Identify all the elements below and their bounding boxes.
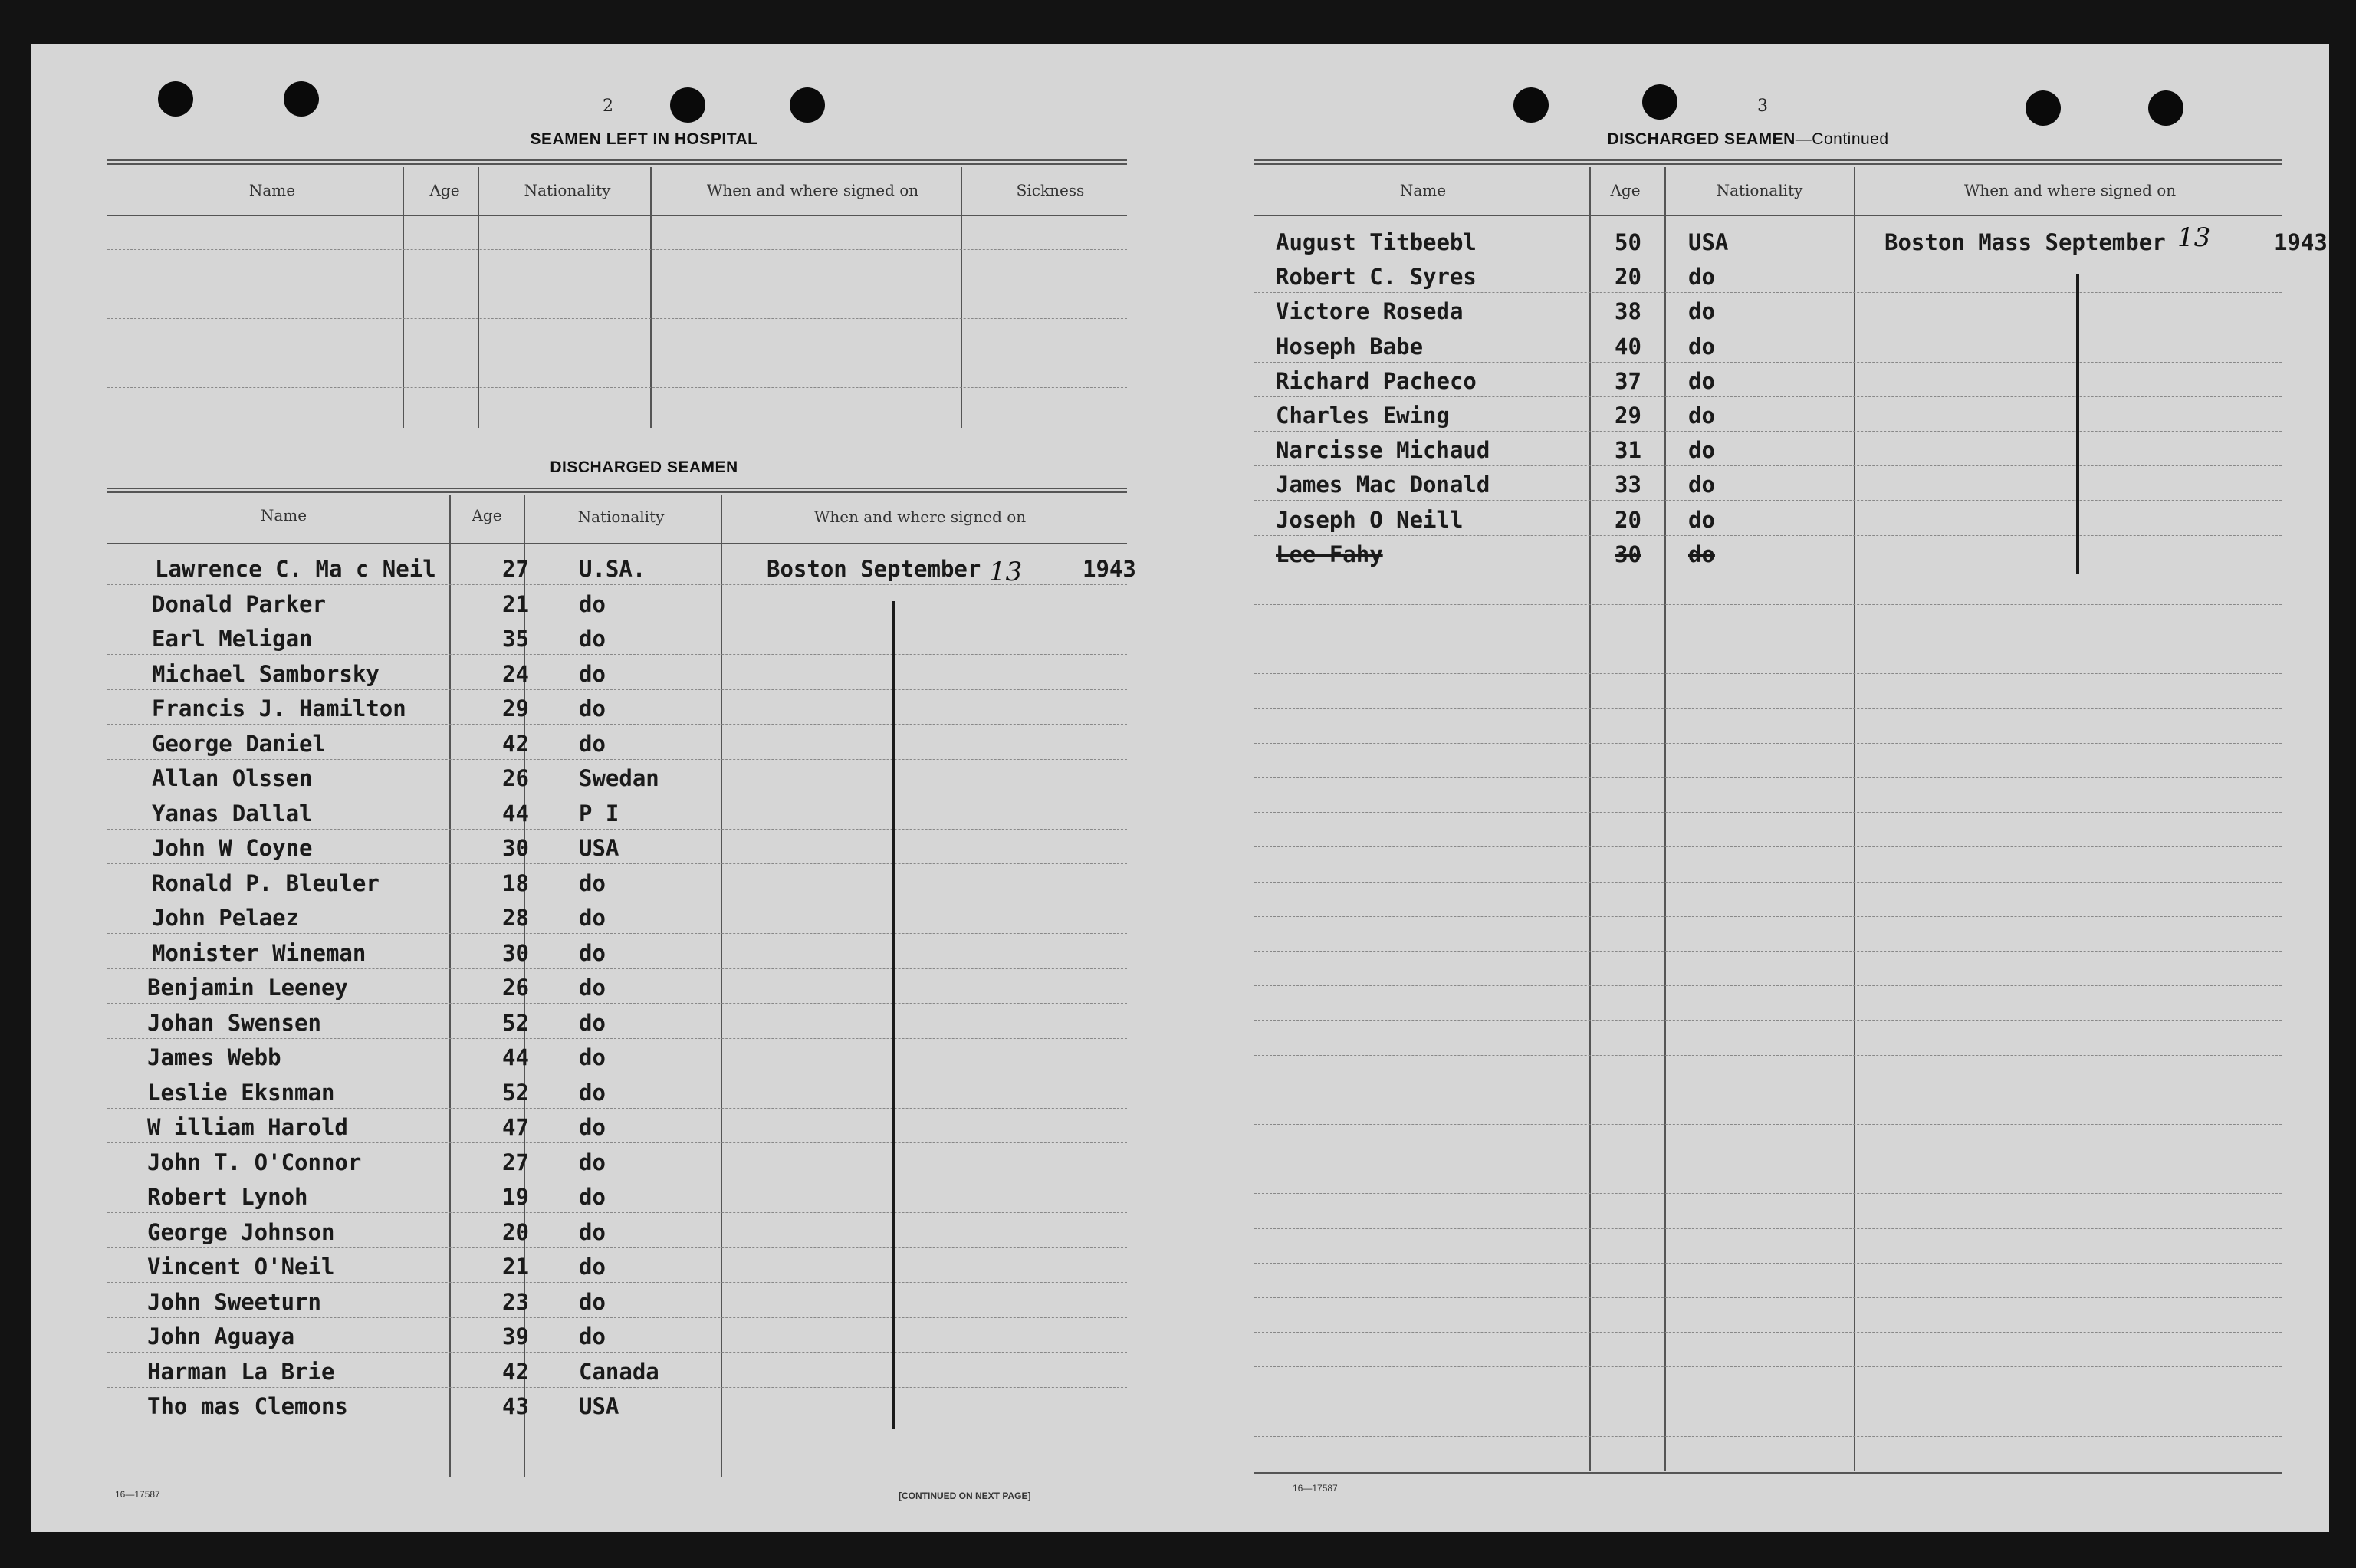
ruled-line	[1254, 1020, 2282, 1021]
seaman-nationality: Swedan	[579, 765, 659, 791]
seaman-nationality: do	[1688, 367, 1715, 394]
seaman-name: Donald Parker	[152, 590, 326, 617]
rule	[107, 159, 1127, 165]
seaman-name: Joseph O Neill	[1276, 506, 1464, 533]
ruled-line	[107, 1142, 1127, 1143]
seaman-nationality: do	[1688, 541, 1715, 567]
ruled-line	[1254, 604, 2282, 605]
seaman-nationality: do	[579, 730, 606, 757]
seaman-name: Harman La Brie	[147, 1358, 335, 1385]
ruled-line	[107, 1317, 1127, 1318]
seaman-age: 19	[502, 1184, 529, 1210]
ruled-line	[1254, 1332, 2282, 1333]
seaman-age: 20	[1615, 264, 1641, 291]
seaman-name: Narcisse Michaud	[1276, 437, 1490, 464]
rule	[1254, 159, 2282, 165]
seaman-nationality: do	[579, 660, 606, 687]
ruled-line	[1254, 777, 2282, 778]
ruled-line	[107, 689, 1127, 690]
ruled-line	[107, 584, 1127, 585]
hospital-section-title: SEAMEN LEFT IN HOSPITAL	[530, 130, 758, 148]
ruled-line	[107, 1212, 1127, 1213]
ruled-line	[1254, 465, 2282, 466]
seaman-age: 18	[502, 869, 529, 896]
seaman-name: Benjamin Leeney	[147, 975, 348, 1001]
ruled-line	[1254, 535, 2282, 536]
form-number: 16—17587	[1293, 1483, 1338, 1494]
seaman-age: 50	[1615, 229, 1641, 255]
ruled-line	[1254, 985, 2282, 986]
ruled-line	[1254, 743, 2282, 744]
ruled-line	[1254, 1193, 2282, 1194]
seaman-nationality: do	[579, 626, 606, 652]
seaman-age: 44	[502, 800, 529, 827]
ditto-ink-line	[892, 601, 895, 1429]
seaman-age: 42	[502, 730, 529, 757]
title-suffix: —Continued	[1795, 130, 1889, 148]
col-header-signed-on: When and where signed on	[813, 508, 1027, 526]
discharged-section-title: DISCHARGED SEAMEN	[550, 459, 738, 476]
seaman-name: Michael Samborsky	[152, 660, 380, 687]
seaman-nationality: USA	[579, 835, 619, 861]
ruled-line	[107, 1108, 1127, 1109]
ruled-line	[107, 863, 1127, 864]
col-header-signed-on: When and where signed on	[1963, 181, 2177, 199]
seaman-name: John W Coyne	[152, 835, 313, 861]
seaman-age: 37	[1615, 367, 1641, 394]
seaman-age: 24	[502, 660, 529, 687]
rule	[1254, 1472, 2282, 1474]
signed-on-year: 1943	[2274, 229, 2328, 255]
ruled-line	[1254, 882, 2282, 883]
ruled-line	[107, 759, 1127, 760]
seaman-age: 33	[1615, 472, 1641, 498]
discharged-continued-title	[1457, 130, 2039, 149]
ruled-line	[1254, 812, 2282, 813]
seaman-nationality: do	[1688, 333, 1715, 360]
ruled-line	[1254, 292, 2282, 293]
ruled-line	[107, 1003, 1127, 1004]
col-header-sickness: Sickness	[1016, 181, 1085, 199]
page-number: 2	[603, 97, 613, 116]
ruled-line	[1254, 673, 2282, 674]
seaman-nationality: do	[579, 1079, 606, 1106]
seaman-nationality: do	[1688, 437, 1715, 464]
seaman-name: Allan Olssen	[152, 765, 313, 791]
seaman-nationality: do	[579, 905, 606, 931]
signed-on-place: Boston Mass September	[1884, 229, 2166, 255]
seaman-nationality: do	[579, 939, 606, 966]
continued-note: [CONTINUED ON NEXT PAGE]	[899, 1491, 1031, 1501]
col-header-age: Age	[1610, 181, 1641, 199]
ruled-line	[1254, 431, 2282, 432]
seaman-age: 27	[502, 1149, 529, 1175]
ruled-line	[1254, 362, 2282, 363]
col-header-signed-on: When and where signed on	[706, 181, 919, 199]
ruled-line	[107, 1247, 1127, 1248]
ruled-line	[1254, 500, 2282, 501]
seaman-name: Tho mas Clemons	[147, 1393, 348, 1419]
column-line	[478, 167, 479, 428]
page-number: 3	[1757, 97, 1768, 116]
seaman-age: 38	[1615, 298, 1641, 325]
seaman-name: Richard Pacheco	[1276, 367, 1477, 394]
seaman-nationality: do	[579, 1288, 606, 1315]
ruled-line	[1254, 1297, 2282, 1298]
seaman-name: August Titbeebl	[1276, 229, 1477, 255]
seaman-nationality: do	[1688, 403, 1715, 429]
ruled-line	[107, 654, 1127, 655]
rule	[107, 488, 1127, 493]
seaman-age: 20	[502, 1218, 529, 1245]
seaman-name: Robert C. Syres	[1276, 264, 1477, 291]
seaman-age: 30	[1615, 541, 1641, 567]
signed-on-place: Boston September	[767, 556, 981, 582]
col-header-nationality: Nationality	[524, 181, 611, 199]
col-header-age: Age	[472, 506, 502, 524]
seaman-nationality: do	[579, 1149, 606, 1175]
seaman-nationality: do	[579, 1184, 606, 1210]
seaman-nationality: do	[579, 1323, 606, 1349]
seaman-nationality: do	[1688, 472, 1715, 498]
seaman-age: 26	[502, 975, 529, 1001]
col-header-name: Name	[248, 181, 296, 199]
ruled-line	[1254, 1228, 2282, 1229]
right-page	[1181, 44, 2329, 1532]
col-header-nationality: Nationality	[577, 508, 665, 526]
ruled-line	[107, 318, 1127, 319]
seaman-age: 30	[502, 939, 529, 966]
ruled-line	[1254, 1263, 2282, 1264]
seaman-age: 35	[502, 626, 529, 652]
seaman-nationality: U.SA.	[579, 556, 646, 582]
column-line	[403, 167, 404, 428]
seaman-name: George Johnson	[147, 1218, 335, 1245]
seaman-name: Leslie Eksnman	[147, 1079, 335, 1106]
seaman-nationality: do	[579, 1044, 606, 1070]
seaman-nationality: do	[579, 975, 606, 1001]
ruled-line	[107, 249, 1127, 250]
discharged-table-body	[107, 554, 1136, 1489]
seaman-age: 44	[502, 1044, 529, 1070]
seaman-age: 52	[502, 1079, 529, 1106]
seaman-age: 31	[1615, 437, 1641, 464]
column-line	[650, 167, 652, 428]
signed-on-day-handwritten: 13	[989, 557, 1023, 587]
ruled-line	[1254, 708, 2282, 709]
seaman-nationality: USA	[1688, 229, 1729, 255]
seaman-name: James Mac Donald	[1276, 472, 1490, 498]
seaman-age: 40	[1615, 333, 1641, 360]
seaman-age: 47	[502, 1114, 529, 1140]
seaman-name: Robert Lynoh	[147, 1184, 308, 1210]
seaman-name: John Aguaya	[147, 1323, 295, 1349]
column-line	[961, 167, 962, 428]
seaman-name: Charles Ewing	[1276, 403, 1450, 429]
seaman-nationality: do	[579, 590, 606, 617]
seaman-name: John Pelaez	[152, 905, 300, 931]
ruled-line	[1254, 916, 2282, 917]
seaman-nationality: do	[579, 1114, 606, 1140]
seaman-nationality: do	[579, 869, 606, 896]
seaman-name: Yanas Dallal	[152, 800, 313, 827]
seaman-age: 42	[502, 1358, 529, 1385]
ruled-line	[107, 1352, 1127, 1353]
seaman-name: Earl Meligan	[152, 626, 313, 652]
seaman-age: 52	[502, 1009, 529, 1036]
seaman-nationality: USA	[579, 1393, 619, 1419]
seaman-name: W illiam Harold	[147, 1114, 348, 1140]
ruled-line	[107, 829, 1127, 830]
seaman-nationality: do	[579, 1218, 606, 1245]
seaman-nationality: do	[1688, 506, 1715, 533]
seaman-nationality: do	[579, 1009, 606, 1036]
seaman-age: 43	[502, 1393, 529, 1419]
seaman-nationality: do	[1688, 264, 1715, 291]
ruled-line	[107, 933, 1127, 934]
seaman-age: 23	[502, 1288, 529, 1315]
seaman-age: 29	[502, 695, 529, 722]
seaman-name: Lee Fahy	[1276, 541, 1383, 567]
seaman-name: Johan Swensen	[147, 1009, 321, 1036]
seaman-name: Francis J. Hamilton	[152, 695, 406, 722]
ruled-line	[1254, 846, 2282, 847]
seaman-age: 20	[1615, 506, 1641, 533]
seaman-age: 28	[502, 905, 529, 931]
rule	[107, 215, 1127, 216]
ruled-line	[107, 387, 1127, 388]
seaman-age: 27	[502, 556, 529, 582]
discharged-continued-table-body	[1254, 227, 2328, 1469]
seaman-nationality: do	[1688, 298, 1715, 325]
ruled-line	[107, 1387, 1127, 1388]
seaman-age: 21	[502, 1254, 529, 1280]
document-sheet	[31, 44, 2329, 1532]
seaman-name: Lawrence C. Ma c Neil	[155, 556, 436, 582]
seaman-name: John T. O'Connor	[147, 1149, 362, 1175]
seaman-name: Ronald P. Bleuler	[152, 869, 380, 896]
ruled-line	[1254, 1366, 2282, 1367]
rule	[1254, 215, 2282, 216]
rule	[107, 543, 1127, 544]
seaman-nationality: P I	[579, 800, 619, 827]
seaman-name: John Sweeturn	[147, 1288, 321, 1315]
signed-on-day-handwritten: 13	[2177, 222, 2211, 253]
seaman-age: 30	[502, 835, 529, 861]
seaman-name: Monister Wineman	[152, 939, 366, 966]
col-header-age: Age	[429, 181, 460, 199]
seaman-age: 21	[502, 590, 529, 617]
seaman-age: 39	[502, 1323, 529, 1349]
seaman-name: Hoseph Babe	[1276, 333, 1424, 360]
col-header-nationality: Nationality	[1716, 181, 1803, 199]
ruled-line	[1254, 396, 2282, 397]
seaman-name: James Webb	[147, 1044, 281, 1070]
col-header-name: Name	[260, 506, 307, 524]
seaman-nationality: do	[579, 695, 606, 722]
ruled-line	[1254, 1436, 2282, 1437]
ruled-line	[1254, 1055, 2282, 1056]
left-page	[31, 44, 1173, 1532]
ruled-line	[107, 1282, 1127, 1283]
ruled-line	[107, 1038, 1127, 1039]
title-main: DISCHARGED SEAMEN	[1607, 130, 1796, 148]
seaman-name: Victore Roseda	[1276, 298, 1464, 325]
seaman-age: 26	[502, 765, 529, 791]
seaman-nationality: Canada	[579, 1358, 659, 1385]
ruled-line	[107, 968, 1127, 969]
seaman-age: 29	[1615, 403, 1641, 429]
ruled-line	[107, 724, 1127, 725]
col-header-name: Name	[1399, 181, 1447, 199]
ditto-ink-line	[2076, 274, 2079, 574]
seaman-name: George Daniel	[152, 730, 326, 757]
ruled-line	[1254, 951, 2282, 952]
seaman-name: Vincent O'Neil	[147, 1254, 335, 1280]
ruled-line	[1254, 1124, 2282, 1125]
seaman-nationality: do	[579, 1254, 606, 1280]
form-number: 16—17587	[115, 1489, 160, 1500]
signed-on-year: 1943	[1083, 556, 1136, 582]
